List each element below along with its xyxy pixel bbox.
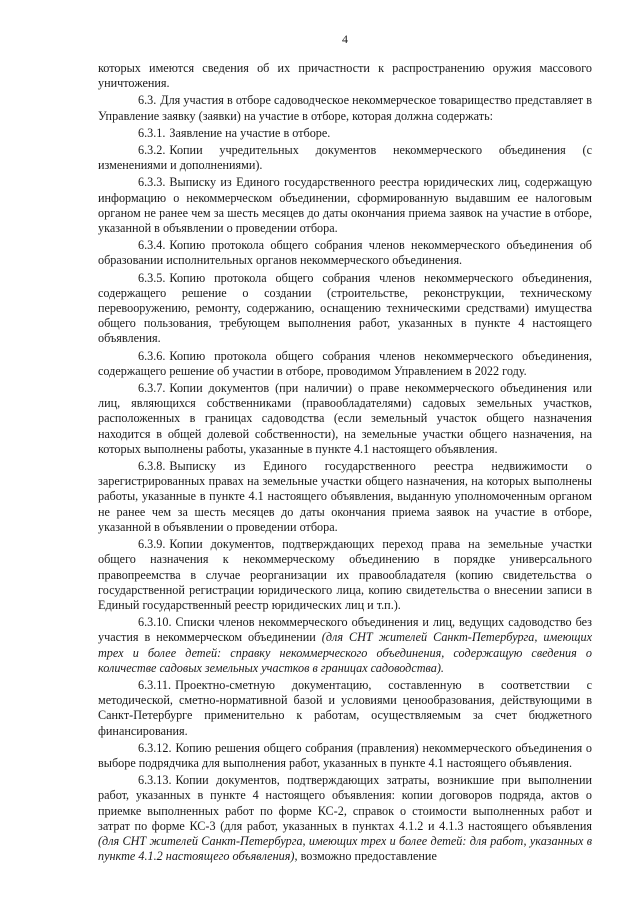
paragraph-text: Выписку из Единого государственного реестра недвижимости о зарегистрированных правах на земельные участки общего назначения, на которых выполнены работы, указанные в пункте 4.1 настоящего объявления, выданную уполномоченным органом не ранее чем за шесть месяцев до даты окончания приема заявок на участие в отборе, указанной в объявлении о проведении отбора.: [98, 459, 592, 534]
paragraph-number: 6.3.: [138, 93, 157, 108]
paragraph-text: которых имеются сведения об их причастности к распространению оружия массового уничтожения.: [98, 61, 592, 91]
paragraph: [98, 537, 592, 613]
paragraph-text: Заявление на участие в отборе.: [169, 125, 331, 140]
paragraph: [98, 615, 592, 676]
paragraph-number: 6.3.6.: [138, 348, 166, 363]
paragraph-number: 6.3.1.: [138, 125, 166, 140]
paragraph-text: Для участия в отборе садоводческое некоммерческое товарищество представляет в Управление заявку (заявки) на участие в отборе, которая должна содержать:: [98, 93, 592, 123]
paragraph-text: Копию протокола общего собрания членов некоммерческого объединения, содержащего решение об участии в отборе, проводимом Управлением в 2022 году.: [98, 348, 592, 378]
paragraph-number: 6.3.13.: [138, 773, 172, 788]
paragraph-text: Списки членов некоммерческого объединения и лиц, ведущих садоводство без участия в некоммерческом объединении: [98, 615, 592, 645]
paragraph-text: Копию протокола общего собрания членов некоммерческого объединения об образовании исполнительных органов некоммерческого объединения.: [98, 238, 592, 268]
paragraph-text: Копии документов (при наличии) о праве некоммерческого объединения или лиц, являющихся собственниками (правообладателями) садовых земельных участков, расположенных в границах садоводства (если земельный участок общего назначения находится в общей долевой собственности), на земельные участки общего назначения, на которых выполнены работы, указанные в пункте 4.1 настоящего объявления.: [98, 381, 592, 456]
paragraph: [98, 271, 592, 347]
paragraph-text: Копии документов, подтверждающих затраты, возникшие при выполнении работ, указанных в пункте 4 настоящего объявления: копии договоров подряда, актов о приемке выполненных работ по форме КС-2, справок о стоимости выполненных работ и затрат по форме КС-3 (для работ, указанных в пунктах 4.1.2 и 4.1.3 настоящего объявления: [98, 773, 592, 833]
paragraph-text: Проектно-сметную документацию, составленную в соответствии с методической, сметно-нормативной базой и условиями ценообразования, действующими в Санкт-Петербурге применительно к работам, осуществляемым за счет бюджетного финансирования.: [98, 677, 592, 738]
paragraph: [98, 773, 592, 864]
paragraph-text: Копию решения общего собрания (правления) некоммерческого объединения о выборе подрядчика для выполнения работ, указанных в пункте 4.1 настоящего объявления.: [98, 740, 592, 770]
paragraph: [98, 126, 592, 141]
paragraph-number: 6.3.5.: [138, 270, 166, 285]
paragraph: [98, 238, 592, 268]
paragraph: [98, 381, 592, 457]
paragraph-number: 6.3.7.: [138, 381, 166, 396]
paragraph-italic-text: (для СНТ жителей Санкт-Петербурга, имеющих трех и более детей: для работ, указанных в пункте 4.1.2 настоящего объявления),: [98, 833, 592, 864]
paragraph: [98, 678, 592, 739]
paragraph: [98, 459, 592, 535]
paragraph: [98, 93, 592, 123]
paragraph-text: Выписку из Единого государственного реестра юридических лиц, содержащую информацию о некоммерческом объединении, сформированную выдавшим ее налоговым органом не ранее чем за шесть месяцев до даты окончания приема заявок на участие в отборе, указанной в объявлении о проведении отбора.: [98, 175, 592, 236]
paragraph: [98, 349, 592, 379]
paragraph-number: 6.3.12.: [138, 740, 172, 755]
paragraph-number: 6.3.4.: [138, 238, 166, 253]
paragraph: [98, 61, 592, 91]
document-body: [98, 61, 592, 864]
paragraph-text: Копии учредительных документов некоммерческого объединения (с изменениями и дополнениями).: [98, 143, 592, 173]
paragraph-number: 6.3.2.: [138, 143, 166, 158]
paragraph-text: Копии документов, подтверждающих переход права на земельные участки общего назначения к некоммерческому объединению в порядке универсального правопреемства в случае реорганизации их правообладателя (копию свидетельства о государственной регистрации юридического лица, копию свидетельства о внесении записи в Единый государственный реестр юридических лиц и т.п.).: [98, 537, 592, 612]
paragraph-number: 6.3.9.: [138, 537, 166, 552]
paragraph: [98, 175, 592, 236]
paragraph-number: 6.3.11.: [138, 677, 172, 692]
paragraph: [98, 741, 592, 771]
paragraph-italic-text: (для СНТ жителей Санкт-Петербурга, имеющих трех и более детей: справку некоммерческого объединения, содержащую сведения о количестве садовых земельных участков в границах садоводства).: [98, 630, 592, 675]
paragraph-number: 6.3.10.: [138, 615, 172, 630]
paragraph-text: Копию протокола общего собрания членов некоммерческого объединения, содержащего решение о создании (строительстве, реконструкции, техническому перевооружению, ремонту, содержанию, оснащению техническими средствами) имущества общего пользования, требующем выполнения работ, указанных в пункте 4 настоящего объявления.: [98, 270, 592, 346]
paragraph-tail-text: возможно предоставление: [300, 849, 437, 864]
paragraph: [98, 143, 592, 173]
page-number: 4: [342, 32, 348, 46]
paragraph-number: 6.3.8.: [138, 459, 166, 474]
paragraph-number: 6.3.3.: [138, 175, 166, 190]
